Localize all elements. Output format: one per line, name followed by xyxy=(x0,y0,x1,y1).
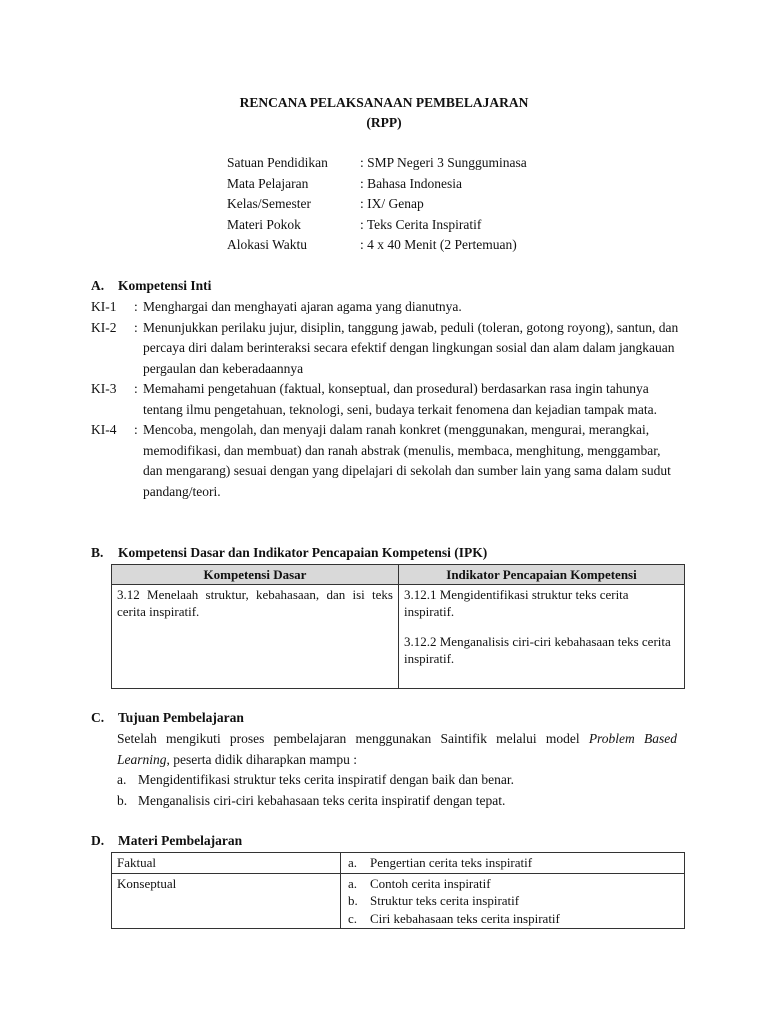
table-header-row xyxy=(112,565,685,585)
objective-letter: a. xyxy=(117,772,127,787)
identity-label: Satuan Pendidikan xyxy=(227,155,328,170)
objective-item xyxy=(117,791,677,812)
identity-label: Materi Pokok xyxy=(227,216,301,232)
table-row xyxy=(112,585,685,689)
materi-text: Ciri kebahasaan teks cerita inspiratif xyxy=(370,910,560,926)
table-header-kd: Kompetensi Dasar xyxy=(112,565,399,585)
section-letter: A. xyxy=(91,278,105,293)
document-subtitle: (RPP) xyxy=(366,115,402,130)
identity-table xyxy=(227,153,527,256)
ki-item xyxy=(91,379,681,420)
identity-value: : 4 x 40 Menit (2 Pertemuan) xyxy=(360,237,517,252)
ki-code: KI-2 xyxy=(91,319,117,335)
materi-items xyxy=(341,873,685,929)
materi-category: Faktual xyxy=(112,853,341,874)
document-title: RENCANA PELAKSANAAN PEMBELAJARAN xyxy=(239,95,529,110)
materi-list xyxy=(346,854,679,872)
intro-text: Setelah mengikuti proses pembelajaran menggunakan Saintifik melalui model xyxy=(117,731,589,746)
kompetensi-inti-list xyxy=(91,297,681,502)
ki-text: Memahami pengetahuan (faktual, konseptual, dan prosedural) berdasarkan rasa ingin tahunya tentang ilmu pengetahuan, teknologi, seni, budaya terkait fenomena dan kejadian tampak mata. xyxy=(143,381,657,417)
kd-cell: 3.12 Menelaah struktur, kebahasaan, dan isi teks cerita inspiratif. xyxy=(112,585,399,689)
section-a-heading xyxy=(91,276,211,297)
ki-text: Mencoba, mengolah, dan menyaji dalam ranah konkret (menggunakan, mengurai, merangkai, memodifikasi, dan membuat) dan ranah abstrak (menulis, membaca, menghitung, menggambar, dan mengarang) sesuai dengan yang dipelajari di sekolah dan sumber lain yang sama dalam sudut pandang/teori. xyxy=(143,422,671,499)
section-letter: C. xyxy=(91,710,105,725)
identity-label: Alokasi Waktu xyxy=(227,237,308,252)
objective-text: Menganalisis ciri-ciri kebahasaan teks cerita inspiratif dengan tepat. xyxy=(138,792,506,808)
list-item xyxy=(346,875,679,893)
ki-colon: : xyxy=(134,422,138,437)
table-header-ipk: Indikator Pencapaian Kompetensi xyxy=(399,565,685,585)
ki-colon: : xyxy=(134,381,138,396)
objective-text: Mengidentifikasi struktur teks cerita inspiratif dengan baik dan benar. xyxy=(138,772,515,787)
section-c-heading xyxy=(91,708,244,729)
materi-letter: a. xyxy=(348,875,358,891)
identity-value: : IX/ Genap xyxy=(360,196,424,211)
materi-letter: a. xyxy=(348,855,358,870)
learning-objectives xyxy=(117,729,677,811)
materi-letter: b. xyxy=(348,893,358,908)
ipk-item: 3.12.1 Mengidentifikasi struktur teks cerita inspiratif. xyxy=(404,587,629,619)
intro-model-name: Problem Based Learning xyxy=(117,731,678,767)
materi-text: Pengertian cerita teks inspiratif xyxy=(370,855,533,870)
identity-value: : Teks Cerita Inspiratif xyxy=(360,216,482,232)
section-title: Kompetensi Dasar dan Indikator Pencapaian Kompetensi (IPK) xyxy=(118,545,488,560)
identity-row xyxy=(227,174,527,195)
section-title: Tujuan Pembelajaran xyxy=(118,710,244,725)
section-b-heading xyxy=(91,543,487,564)
objective-letter: b. xyxy=(117,792,128,808)
list-item xyxy=(346,910,679,928)
identity-label: Kelas/Semester xyxy=(227,196,311,211)
ki-text: Menunjukkan perilaku jujur, disiplin, tanggung jawab, peduli (toleran, gotong royong), santun, dan percaya diri dalam berinteraksi secara efektif dengan lingkungan sosial dan alam dalam jangkauan pergaulan dan keberadaannya xyxy=(143,319,679,376)
identity-row xyxy=(227,153,527,174)
ki-item xyxy=(91,420,681,502)
list-item xyxy=(346,854,679,872)
objective-item xyxy=(117,770,677,791)
ipk-item: 3.12.2 Menganalisis ciri-ciri kebahasaan teks cerita inspiratif. xyxy=(404,634,671,666)
ki-item xyxy=(91,297,681,318)
ki-code: KI-3 xyxy=(91,381,117,396)
list-item xyxy=(346,892,679,910)
section-title: Materi Pembelajaran xyxy=(118,833,243,848)
identity-row xyxy=(227,194,527,215)
materi-letter: c. xyxy=(348,910,358,926)
kd-ipk-table xyxy=(111,564,685,689)
materi-list xyxy=(346,875,679,928)
table-row xyxy=(112,873,685,929)
intro-text-end: , peserta didik diharapkan mampu : xyxy=(166,751,357,767)
ki-colon: : xyxy=(134,299,138,314)
table-row xyxy=(112,853,685,874)
section-letter: B. xyxy=(91,545,104,560)
section-d-heading xyxy=(91,831,242,852)
identity-row xyxy=(227,235,527,256)
ipk-cell xyxy=(399,585,685,689)
objectives-intro xyxy=(117,729,677,770)
ki-code: KI-4 xyxy=(91,422,117,437)
ki-text: Menghargai dan menghayati ajaran agama yang dianutnya. xyxy=(143,299,462,314)
section-letter: D. xyxy=(91,833,105,848)
ki-item xyxy=(91,318,681,380)
ki-code: KI-1 xyxy=(91,299,117,314)
section-title: Kompetensi Inti xyxy=(118,278,212,293)
materi-text: Struktur teks cerita inspiratif xyxy=(370,893,520,908)
materi-table xyxy=(111,852,685,929)
identity-value: : SMP Negeri 3 Sungguminasa xyxy=(360,155,527,170)
materi-text: Contoh cerita inspiratif xyxy=(370,875,491,891)
identity-row xyxy=(227,215,527,236)
materi-category: Konseptual xyxy=(112,873,341,929)
materi-items xyxy=(341,853,685,874)
identity-label: Mata Pelajaran xyxy=(227,175,309,191)
ki-colon: : xyxy=(134,319,138,335)
identity-value: : Bahasa Indonesia xyxy=(360,175,462,191)
